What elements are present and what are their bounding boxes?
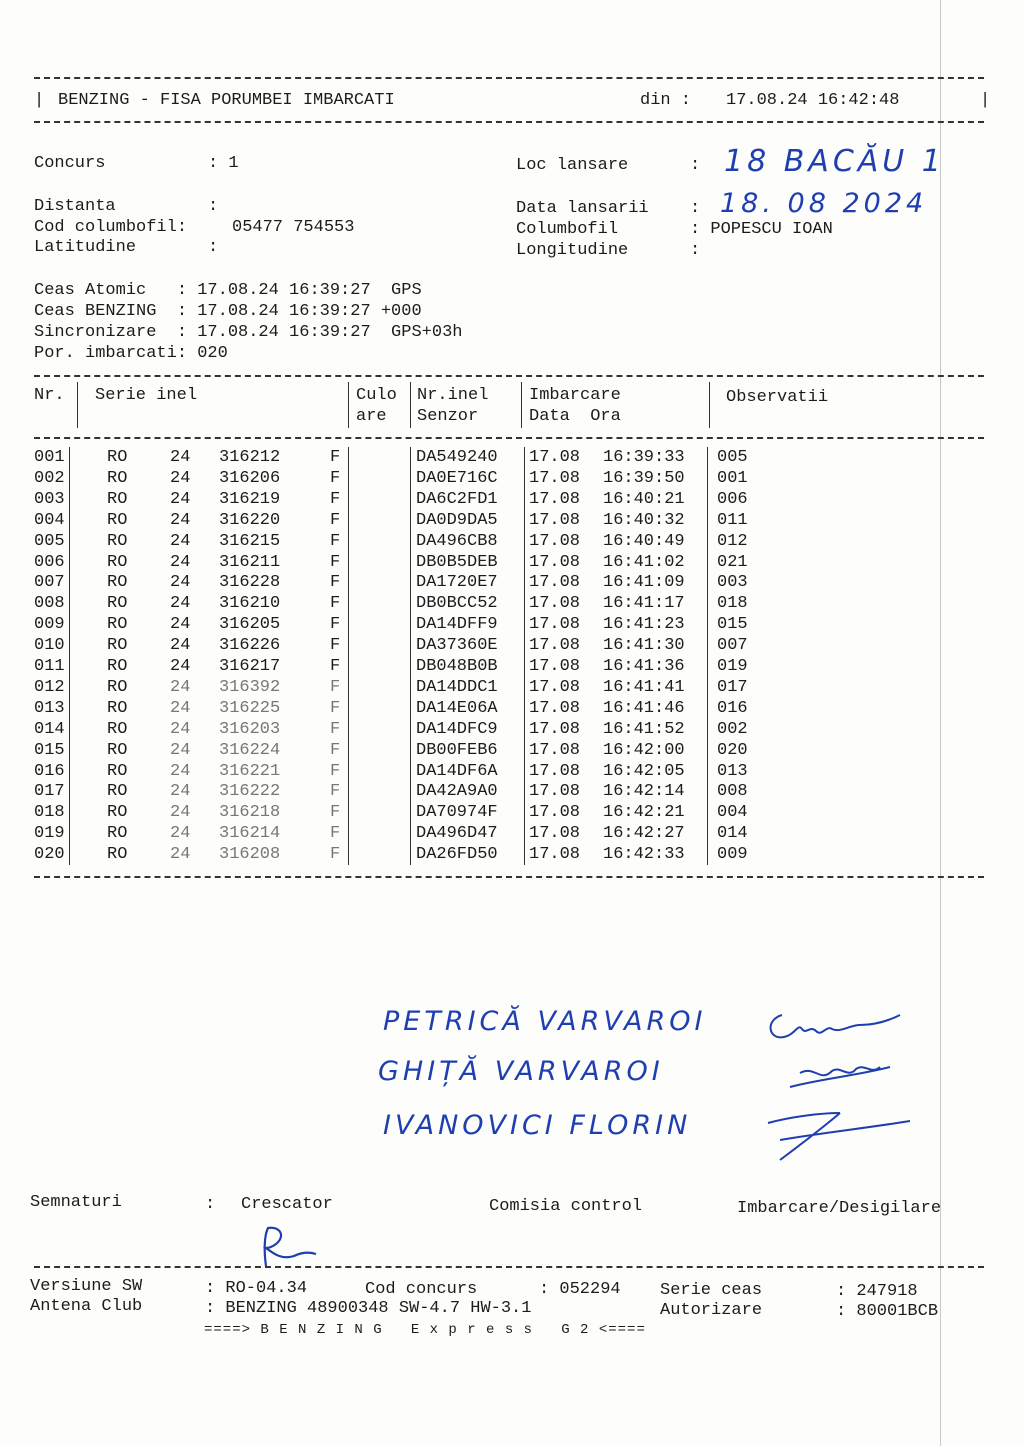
cell-observatii: 009 xyxy=(717,845,748,865)
cell-sensor: DB00FEB6 xyxy=(416,740,498,760)
cell-country: RO xyxy=(107,761,128,781)
cell-country: RO xyxy=(107,573,128,593)
cell-ring: 316225 xyxy=(219,698,281,718)
cell-country: RO xyxy=(107,782,128,802)
cell-ring: 316217 xyxy=(219,657,281,676)
cell-observatii: 018 xyxy=(717,594,748,614)
cell-ring: 316211 xyxy=(219,552,281,572)
header-divider xyxy=(521,382,522,428)
cell-sex: F xyxy=(330,573,341,593)
cell-nr: 003 xyxy=(34,489,65,509)
cell-year: 24 xyxy=(170,782,191,802)
table-row xyxy=(0,489,1024,510)
signature-scribbles xyxy=(760,995,920,1175)
cell-time: 16:41:36 xyxy=(603,657,685,676)
cell-year: 24 xyxy=(170,719,191,739)
header-right-bar: | xyxy=(980,91,991,110)
table-row xyxy=(0,823,1024,844)
cell-year: 24 xyxy=(170,824,191,844)
header-top-rule xyxy=(34,77,984,79)
cell-year: 24 xyxy=(170,468,191,488)
cell-nr: 006 xyxy=(34,552,65,572)
distanta-label: Distanta xyxy=(34,197,116,216)
cell-date: 17.08 xyxy=(529,845,581,865)
ceas-benzing: Ceas BENZING : 17.08.24 16:39:27 +000 xyxy=(34,302,422,321)
cell-ring: 316220 xyxy=(219,510,281,530)
din-label: din : xyxy=(640,91,692,110)
body-divider xyxy=(707,447,708,865)
versiune-sw-label: Versiune SW xyxy=(30,1277,143,1296)
cell-nr: 016 xyxy=(34,761,65,781)
col-header-culoare-2: are xyxy=(356,407,387,426)
table-row xyxy=(0,572,1024,593)
cell-date: 17.08 xyxy=(529,489,581,509)
cell-year: 24 xyxy=(170,677,191,697)
header-left-bar: | xyxy=(34,91,45,110)
cell-nr: 011 xyxy=(34,657,65,676)
cell-date: 17.08 xyxy=(529,824,581,844)
cell-country: RO xyxy=(107,468,128,488)
cell-ring: 316203 xyxy=(219,719,281,739)
cell-time: 16:40:21 xyxy=(603,489,685,509)
cell-sensor: DA14DF6A xyxy=(416,761,498,781)
cod-columbofil-label: Cod columbofil: xyxy=(34,218,188,237)
cell-observatii: 016 xyxy=(717,698,748,718)
cell-ring: 316206 xyxy=(219,468,281,488)
cell-sex: F xyxy=(330,636,341,656)
cell-date: 17.08 xyxy=(529,615,581,635)
longitudine-value: : xyxy=(690,241,701,260)
cell-country: RO xyxy=(107,845,128,865)
latitudine-label: Latitudine xyxy=(34,238,137,257)
loc-lansare-label: Loc lansare xyxy=(516,156,629,175)
cell-time: 16:41:52 xyxy=(603,719,685,739)
cell-sex: F xyxy=(330,719,341,739)
table-top-rule xyxy=(34,375,984,377)
cell-sensor: DA0E716C xyxy=(416,468,498,488)
table-row xyxy=(0,719,1024,740)
cell-year: 24 xyxy=(170,615,191,635)
cell-country: RO xyxy=(107,677,128,697)
cell-time: 16:42:00 xyxy=(603,740,685,760)
cell-time: 16:42:33 xyxy=(603,845,685,865)
cell-sex: F xyxy=(330,489,341,509)
cell-date: 17.08 xyxy=(529,448,581,467)
page-title: BENZING - FISA PORUMBEI IMBARCATI xyxy=(58,91,395,110)
cell-date: 17.08 xyxy=(529,510,581,530)
table-row xyxy=(0,510,1024,531)
table-row xyxy=(0,614,1024,635)
cell-time: 16:40:32 xyxy=(603,510,685,530)
col-header-imbarcare: Imbarcare xyxy=(529,386,621,405)
columbofil-label: Columbofil xyxy=(516,220,619,239)
table-row xyxy=(0,761,1024,782)
cell-date: 17.08 xyxy=(529,636,581,656)
cell-country: RO xyxy=(107,552,128,572)
cell-nr: 013 xyxy=(34,698,65,718)
distanta-value: : xyxy=(208,197,219,216)
autorizare-value: : 80001BCB xyxy=(836,1302,939,1321)
semnaturi-label: Semnaturi xyxy=(30,1193,122,1212)
cell-country: RO xyxy=(107,719,128,739)
cell-observatii: 012 xyxy=(717,531,748,551)
cell-time: 16:41:02 xyxy=(603,552,685,572)
col-header-observatii: Observatii xyxy=(726,388,829,407)
table-bottom-rule xyxy=(34,876,984,878)
cell-time: 16:42:14 xyxy=(603,782,685,802)
cell-country: RO xyxy=(107,489,128,509)
cell-country: RO xyxy=(107,740,128,760)
cell-ring: 316226 xyxy=(219,636,281,656)
imbarcare-desigilare-label: Imbarcare/Desigilare xyxy=(737,1199,942,1218)
handwritten-name-1: PETRICĂ VARVAROI xyxy=(383,1006,707,1037)
cell-sex: F xyxy=(330,803,341,823)
cell-sex: F xyxy=(330,448,341,467)
cell-date: 17.08 xyxy=(529,719,581,739)
table-row xyxy=(0,447,1024,468)
porumbei-imbarcati: Por. imbarcati: 020 xyxy=(34,344,228,363)
cell-time: 16:39:33 xyxy=(603,448,685,467)
cell-time: 16:39:50 xyxy=(603,468,685,488)
loc-lansare-colon: : xyxy=(690,156,701,175)
cell-sensor: DA37360E xyxy=(416,636,498,656)
cell-sensor: DA14E06A xyxy=(416,698,498,718)
cell-sensor: DA1720E7 xyxy=(416,573,498,593)
cell-ring: 316215 xyxy=(219,531,281,551)
table-row xyxy=(0,552,1024,573)
cell-sex: F xyxy=(330,531,341,551)
handwritten-name-2: GHIȚĂ VARVAROI xyxy=(378,1056,664,1087)
data-lansarii-label: Data lansarii xyxy=(516,199,649,218)
cell-nr: 010 xyxy=(34,636,65,656)
cell-ring: 316224 xyxy=(219,740,281,760)
cell-ring: 316219 xyxy=(219,489,281,509)
serie-ceas-value: : 247918 xyxy=(836,1282,918,1301)
cell-sex: F xyxy=(330,845,341,865)
crescator-label: Crescator xyxy=(241,1195,333,1214)
col-header-nr: Nr. xyxy=(34,386,65,405)
cell-country: RO xyxy=(107,657,128,676)
cell-date: 17.08 xyxy=(529,468,581,488)
footer-top-rule xyxy=(34,1266,984,1268)
body-divider xyxy=(410,447,411,865)
signature-1 xyxy=(771,1015,900,1037)
cell-sensor: DB0B5DEB xyxy=(416,552,498,572)
cell-time: 16:41:41 xyxy=(603,677,685,697)
cell-time: 16:41:23 xyxy=(603,615,685,635)
table-row xyxy=(0,531,1024,552)
cell-date: 17.08 xyxy=(529,657,581,676)
cell-observatii: 014 xyxy=(717,824,748,844)
cell-observatii: 001 xyxy=(717,468,748,488)
cell-nr: 008 xyxy=(34,594,65,614)
cell-sex: F xyxy=(330,615,341,635)
cell-observatii: 021 xyxy=(717,552,748,572)
cell-year: 24 xyxy=(170,448,191,467)
cell-date: 17.08 xyxy=(529,803,581,823)
cell-observatii: 015 xyxy=(717,615,748,635)
table-row xyxy=(0,593,1024,614)
table-row xyxy=(0,677,1024,698)
cell-sex: F xyxy=(330,782,341,802)
table-row xyxy=(0,468,1024,489)
table-row xyxy=(0,740,1024,761)
sincronizare: Sincronizare : 17.08.24 16:39:27 GPS+03h xyxy=(34,323,463,342)
cell-sex: F xyxy=(330,510,341,530)
cell-year: 24 xyxy=(170,573,191,593)
cell-year: 24 xyxy=(170,531,191,551)
cell-date: 17.08 xyxy=(529,552,581,572)
cell-nr: 015 xyxy=(34,740,65,760)
cell-date: 17.08 xyxy=(529,531,581,551)
body-divider xyxy=(524,447,525,865)
body-divider xyxy=(348,447,349,865)
cell-sex: F xyxy=(330,761,341,781)
cell-sensor: DA70974F xyxy=(416,803,498,823)
cell-time: 16:40:49 xyxy=(603,531,685,551)
header-divider xyxy=(709,382,710,428)
cell-sensor: DA26FD50 xyxy=(416,845,498,865)
cell-time: 16:41:30 xyxy=(603,636,685,656)
cod-concurs-label: Cod concurs xyxy=(365,1280,478,1299)
cod-columbofil-value: 05477 754553 xyxy=(232,218,355,237)
benzing-express-banner: ====> B E N Z I N G E x p r e s s G 2 <==== xyxy=(204,1322,646,1338)
table-row xyxy=(0,698,1024,719)
cod-concurs-value: : 052294 xyxy=(539,1280,621,1299)
cell-country: RO xyxy=(107,636,128,656)
cell-time: 16:42:27 xyxy=(603,824,685,844)
cell-sex: F xyxy=(330,677,341,697)
cell-sensor: DB048B0B xyxy=(416,657,498,676)
cell-nr: 014 xyxy=(34,719,65,739)
cell-year: 24 xyxy=(170,657,191,676)
loc-lansare-handwritten: 18 BACĂU 1 xyxy=(724,144,945,179)
cell-year: 24 xyxy=(170,845,191,865)
cell-nr: 002 xyxy=(34,468,65,488)
cell-ring: 316214 xyxy=(219,824,281,844)
cell-nr: 020 xyxy=(34,845,65,865)
cell-sensor: DA14DFF9 xyxy=(416,615,498,635)
cell-nr: 001 xyxy=(34,448,65,467)
cell-nr: 018 xyxy=(34,803,65,823)
cell-observatii: 006 xyxy=(717,489,748,509)
cell-country: RO xyxy=(107,698,128,718)
cell-country: RO xyxy=(107,803,128,823)
col-header-serie: Serie inel xyxy=(95,386,198,405)
signature-2 xyxy=(790,1067,890,1087)
cell-year: 24 xyxy=(170,489,191,509)
signature-3 xyxy=(768,1113,910,1160)
cell-time: 16:41:09 xyxy=(603,573,685,593)
cell-sex: F xyxy=(330,552,341,572)
data-lansarii-handwritten: 18. 08 2024 xyxy=(720,188,928,219)
cell-time: 16:41:17 xyxy=(603,594,685,614)
cell-country: RO xyxy=(107,824,128,844)
cell-observatii: 020 xyxy=(717,740,748,760)
cell-sex: F xyxy=(330,740,341,760)
cell-date: 17.08 xyxy=(529,677,581,697)
cell-ring: 316208 xyxy=(219,845,281,865)
cell-year: 24 xyxy=(170,510,191,530)
crescator-signature xyxy=(252,1222,322,1272)
cell-observatii: 004 xyxy=(717,803,748,823)
table-row xyxy=(0,635,1024,656)
cell-sensor: DA0D9DA5 xyxy=(416,510,498,530)
cell-ring: 316218 xyxy=(219,803,281,823)
cell-nr: 007 xyxy=(34,573,65,593)
semnaturi-colon: : xyxy=(205,1195,216,1214)
table-header-rule xyxy=(34,437,984,439)
header-divider xyxy=(77,382,78,428)
antena-club-label: Antena Club xyxy=(30,1297,143,1316)
body-divider xyxy=(69,447,70,865)
cell-observatii: 013 xyxy=(717,761,748,781)
versiune-sw-value: : RO-04.34 xyxy=(205,1279,308,1298)
antena-club-value: : BENZING 48900348 SW-4.7 HW-3.1 xyxy=(205,1299,532,1318)
longitudine-label: Longitudine xyxy=(516,241,629,260)
cell-sex: F xyxy=(330,657,341,676)
cell-observatii: 019 xyxy=(717,657,748,676)
header-divider xyxy=(348,382,349,428)
cell-sensor: DA14DDC1 xyxy=(416,677,498,697)
cell-observatii: 007 xyxy=(717,636,748,656)
cell-date: 17.08 xyxy=(529,782,581,802)
table-row xyxy=(0,656,1024,677)
columbofil-value: : POPESCU IOAN xyxy=(690,220,833,239)
cell-year: 24 xyxy=(170,698,191,718)
cell-year: 24 xyxy=(170,803,191,823)
cell-nr: 004 xyxy=(34,510,65,530)
cell-sensor: DA6C2FD1 xyxy=(416,489,498,509)
cell-ring: 316210 xyxy=(219,594,281,614)
cell-year: 24 xyxy=(170,761,191,781)
cell-year: 24 xyxy=(170,636,191,656)
cell-year: 24 xyxy=(170,740,191,760)
cell-observatii: 011 xyxy=(717,510,748,530)
table-row xyxy=(0,844,1024,865)
cell-ring: 316228 xyxy=(219,573,281,593)
cell-date: 17.08 xyxy=(529,698,581,718)
cell-date: 17.08 xyxy=(529,594,581,614)
cell-sensor: DA496CB8 xyxy=(416,531,498,551)
cell-sex: F xyxy=(330,594,341,614)
cell-year: 24 xyxy=(170,594,191,614)
cell-sensor: DA496D47 xyxy=(416,824,498,844)
cell-nr: 019 xyxy=(34,824,65,844)
cell-country: RO xyxy=(107,510,128,530)
cell-observatii: 008 xyxy=(717,782,748,802)
cell-observatii: 003 xyxy=(717,573,748,593)
cell-ring: 316222 xyxy=(219,782,281,802)
cell-year: 24 xyxy=(170,552,191,572)
latitudine-value: : xyxy=(208,238,219,257)
cell-time: 16:41:46 xyxy=(603,698,685,718)
col-header-nrinel: Nr.inel xyxy=(417,386,489,405)
concurs-value: : 1 xyxy=(208,154,239,173)
cell-date: 17.08 xyxy=(529,761,581,781)
cell-ring: 316221 xyxy=(219,761,281,781)
cell-observatii: 002 xyxy=(717,719,748,739)
cell-sensor: DB0BCC52 xyxy=(416,594,498,614)
cell-date: 17.08 xyxy=(529,740,581,760)
table-row xyxy=(0,802,1024,823)
cell-nr: 017 xyxy=(34,782,65,802)
concurs-label: Concurs xyxy=(34,154,106,173)
cell-observatii: 005 xyxy=(717,448,748,467)
cell-country: RO xyxy=(107,448,128,467)
cell-nr: 009 xyxy=(34,615,65,635)
cell-sensor: DA42A9A0 xyxy=(416,782,498,802)
serie-ceas-label: Serie ceas xyxy=(660,1281,763,1300)
cell-date: 17.08 xyxy=(529,573,581,593)
cell-ring: 316205 xyxy=(219,615,281,635)
col-header-culoare-1: Culo xyxy=(356,386,397,405)
header-bottom-rule xyxy=(34,121,984,123)
col-header-data-ora: Data Ora xyxy=(529,407,621,426)
cell-sex: F xyxy=(330,468,341,488)
print-datetime: 17.08.24 16:42:48 xyxy=(726,91,900,110)
cell-sensor: DA549240 xyxy=(416,448,498,467)
cell-country: RO xyxy=(107,615,128,635)
cell-nr: 005 xyxy=(34,531,65,551)
ceas-atomic: Ceas Atomic : 17.08.24 16:39:27 GPS xyxy=(34,281,422,300)
handwritten-name-3: IVANOVICI FLORIN xyxy=(383,1110,692,1141)
col-header-senzor: Senzor xyxy=(417,407,479,426)
autorizare-label: Autorizare xyxy=(660,1301,763,1320)
data-lansarii-colon: : xyxy=(690,199,701,218)
comisia-label: Comisia control xyxy=(489,1197,643,1216)
cell-country: RO xyxy=(107,594,128,614)
cell-sex: F xyxy=(330,824,341,844)
cell-ring: 316392 xyxy=(219,677,281,697)
cell-sex: F xyxy=(330,698,341,718)
table-row xyxy=(0,781,1024,802)
header-divider xyxy=(410,382,411,428)
cell-time: 16:42:21 xyxy=(603,803,685,823)
cell-observatii: 017 xyxy=(717,677,748,697)
cell-country: RO xyxy=(107,531,128,551)
cell-sensor: DA14DFC9 xyxy=(416,719,498,739)
cell-nr: 012 xyxy=(34,677,65,697)
cell-time: 16:42:05 xyxy=(603,761,685,781)
cell-ring: 316212 xyxy=(219,448,281,467)
